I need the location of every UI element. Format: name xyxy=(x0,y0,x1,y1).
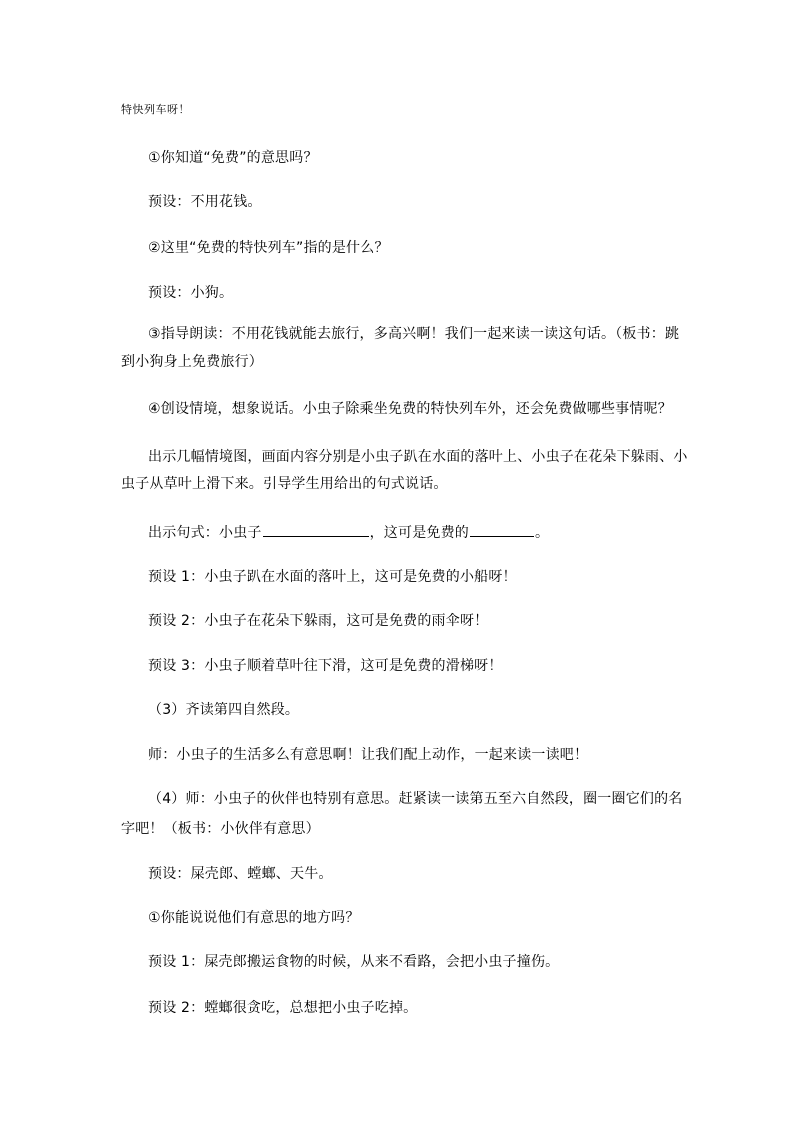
text-line: 到小狗身上免费旅行） xyxy=(121,354,263,370)
text-line: 预设 1：小虫子趴在水面的落叶上，这可是免费的小船呀！ xyxy=(148,569,517,585)
sentence-pattern xyxy=(148,522,549,543)
sentence-pattern-middle: ，这可是免费的 xyxy=(369,525,470,541)
sentence-pattern-suffix: 。 xyxy=(535,525,550,541)
text-line: ①你能说说他们有意思的地方吗？ xyxy=(148,910,360,926)
text-line: ①你知道“免费”的意思吗？ xyxy=(148,150,318,166)
text-line: 特快列车呀！ xyxy=(121,103,190,116)
text-line: 预设：小狗。 xyxy=(148,285,234,301)
text-line: 出示几幅情境图，画面内容分别是小虫子趴在水面的落叶上、小虫子在花朵下躲雨、小 xyxy=(148,449,688,465)
text-line: 预设：不用花钱。 xyxy=(148,194,262,210)
text-line: 字吧！（板书：小伙伴有意思） xyxy=(121,821,320,837)
text-line: （3）齐读第四自然段。 xyxy=(148,702,300,718)
text-line: 师：小虫子的生活多么有意思啊！让我们配上动作，一起来读一读吧！ xyxy=(148,747,589,763)
text-line: ③指导朗读：不用花钱就能去旅行，多高兴啊！我们一起来读一读这句话。（板书：跳 xyxy=(148,326,680,342)
text-line: ④创设情境，想象说话。小虫子除乘坐免费的特快列车外，还会免费做哪些事情呢？ xyxy=(148,401,672,417)
text-line: 虫子从草叶上滑下来。引导学生用给出的句式说话。 xyxy=(121,476,448,492)
text-line: 预设 2：螳螂很贪吃，总想把小虫子吃掉。 xyxy=(148,1000,418,1016)
sentence-pattern-prefix: 出示句式：小虫子 xyxy=(148,525,262,541)
answer-blank xyxy=(470,522,534,537)
text-line: 预设：屎壳郎、螳螂、天牛。 xyxy=(148,866,333,882)
text-line: 预设 1：屎壳郎搬运食物的时候，从来不看路，会把小虫子撞伤。 xyxy=(148,954,560,970)
text-line: ②这里“免费的特快列车”指的是什么？ xyxy=(148,240,389,256)
text-line: 预设 3：小虫子顺着草叶往下滑，这可是免费的滑梯呀！ xyxy=(148,658,503,674)
answer-blank xyxy=(263,522,369,537)
text-line: 预设 2：小虫子在花朵下躲雨，这可是免费的雨伞呀！ xyxy=(148,613,489,629)
text-line: （4）师：小虫子的伙伴也特别有意思。赶紧读一读第五至六自然段，圈一圈它们的名 xyxy=(148,791,683,807)
